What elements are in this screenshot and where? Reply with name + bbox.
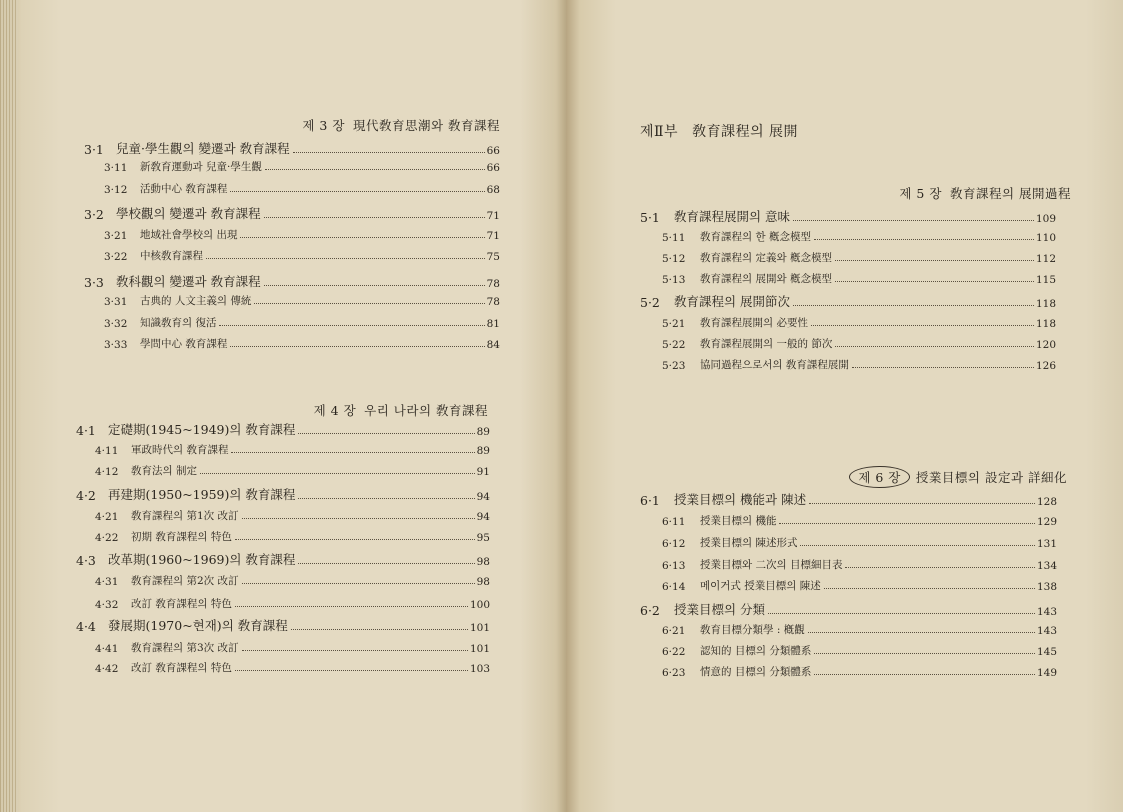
chapter-title: 우리 나라의 敎育課程 <box>364 403 488 418</box>
toc-entry <box>640 207 1056 225</box>
toc-entry-title: 授業目標의 機能과 陳述 <box>674 492 807 507</box>
toc-entry-page: 78 <box>486 278 500 290</box>
toc-entry <box>662 535 1057 550</box>
toc-entry-title: 軍政時代의 敎育課程 <box>131 444 229 456</box>
toc-entry <box>104 336 500 351</box>
dot-leader <box>814 239 1034 240</box>
toc-entry-number: 3·21 <box>104 230 128 242</box>
toc-entry-title: 發展期(1970~현재)의 敎育課程 <box>108 618 288 633</box>
toc-entry <box>640 292 1056 310</box>
toc-entry <box>662 271 1056 286</box>
dot-leader <box>242 583 475 584</box>
toc-entry <box>84 139 500 157</box>
toc-entry-number: 4·12 <box>95 466 119 478</box>
dot-leader <box>200 473 475 474</box>
toc-entry <box>104 159 500 174</box>
dot-leader <box>235 539 475 540</box>
toc-entry-title: 活動中心 敎育課程 <box>140 183 228 195</box>
dot-leader <box>230 346 484 347</box>
toc-entry-page: 109 <box>1035 213 1056 225</box>
toc-entry-title: 敎育課程의 第2次 改訂 <box>131 575 239 587</box>
toc-entry-title: 改訂 敎育課程의 特色 <box>131 598 232 610</box>
toc-entry-title: 敎育目標分類學 : 槪觀 <box>700 624 805 636</box>
dot-leader <box>808 632 1035 633</box>
toc-entry-page: 129 <box>1036 516 1057 528</box>
toc-entry <box>95 640 490 655</box>
dot-leader <box>230 191 484 192</box>
toc-entry-title: 敎科觀의 變遷과 敎育課程 <box>116 274 261 289</box>
chapter-5-heading <box>899 184 1071 202</box>
toc-entry-number: 5·2 <box>640 295 660 310</box>
toc-entry-title: 協同過程으로서의 敎育課程展開 <box>700 359 849 371</box>
dot-leader <box>811 325 1034 326</box>
toc-entry <box>104 181 500 196</box>
toc-entry-page: 145 <box>1036 646 1057 658</box>
toc-entry-page: 66 <box>486 162 500 174</box>
toc-entry <box>640 490 1057 508</box>
toc-entry-page: 100 <box>469 599 490 611</box>
toc-entry <box>84 272 500 290</box>
toc-entry-page: 84 <box>486 339 500 351</box>
toc-entry <box>104 227 500 242</box>
toc-entry-page: 75 <box>486 251 500 263</box>
toc-entry-number: 4·21 <box>95 511 119 523</box>
toc-entry-title: 敎育課程의 第1次 改訂 <box>131 510 239 522</box>
toc-entry-page: 112 <box>1035 253 1056 265</box>
toc-entry-title: 認知的 目標의 分類體系 <box>700 645 812 657</box>
toc-entry-title: 知識敎育의 復活 <box>140 317 217 329</box>
toc-entry-number: 3·3 <box>84 275 104 290</box>
toc-entry-page: 89 <box>476 445 490 457</box>
toc-entry <box>84 204 500 222</box>
toc-entry-page: 110 <box>1035 232 1056 244</box>
chapter-number: 제 5 장 <box>899 186 942 201</box>
dot-leader <box>265 169 485 170</box>
dot-leader <box>768 613 1035 614</box>
dot-leader <box>231 452 474 453</box>
dot-leader <box>852 367 1034 368</box>
dot-leader <box>298 433 474 434</box>
toc-entry-title: 敎育課程의 展開節次 <box>674 294 791 309</box>
toc-entry-title: 授業目標의 機能 <box>700 515 777 527</box>
chapter-6-heading <box>849 466 1067 488</box>
toc-entry-title: 敎育課程의 展開와 槪念模型 <box>700 273 832 285</box>
toc-entry-number: 3·32 <box>104 318 128 330</box>
dot-leader <box>824 588 1035 589</box>
toc-entry <box>104 293 500 308</box>
toc-entry-title: 敎育課程의 定義와 槪念模型 <box>700 252 832 264</box>
toc-entry-number: 6·1 <box>640 493 660 508</box>
toc-entry-page: 66 <box>486 145 500 157</box>
toc-entry-number: 3·11 <box>104 162 128 174</box>
toc-entry <box>95 573 490 588</box>
toc-entry-number: 5·21 <box>662 318 686 330</box>
toc-entry-number: 4·1 <box>76 423 96 438</box>
toc-entry-number: 5·13 <box>662 274 686 286</box>
toc-entry-number: 5·23 <box>662 360 686 372</box>
toc-entry-number: 6·12 <box>662 538 686 550</box>
toc-entry-title: 地域社會學校의 出現 <box>140 229 238 241</box>
toc-entry-title: 敎育法의 制定 <box>131 465 197 477</box>
toc-entry-page: 95 <box>476 532 490 544</box>
chapter-3-heading <box>302 116 500 134</box>
toc-entry-number: 3·12 <box>104 184 128 196</box>
toc-entry-number: 4·2 <box>76 488 96 503</box>
toc-entry-title: 初期 敎育課程의 特色 <box>131 531 232 543</box>
toc-entry-page: 149 <box>1036 667 1057 679</box>
part-title: 敎育課程의 展開 <box>692 124 799 140</box>
toc-entry-page: 94 <box>476 511 490 523</box>
toc-entry-number: 5·12 <box>662 253 686 265</box>
toc-entry-page: 143 <box>1036 625 1057 637</box>
toc-entry <box>104 315 500 330</box>
dot-leader <box>291 629 468 630</box>
toc-entry <box>662 513 1057 528</box>
toc-entry-number: 6·21 <box>662 625 686 637</box>
toc-entry-page: 98 <box>476 556 490 568</box>
dot-leader <box>800 545 1034 546</box>
toc-entry-number: 4·22 <box>95 532 119 544</box>
toc-entry-title: 改訂 敎育課程의 特色 <box>131 662 232 674</box>
toc-entry-title: 新敎育運動과 兒童·學生觀 <box>140 161 262 173</box>
toc-entry-number: 3·1 <box>84 142 104 157</box>
toc-entry-number: 3·33 <box>104 339 128 351</box>
toc-entry-number: 6·14 <box>662 581 686 593</box>
chapter-number: 제 3 장 <box>302 118 345 133</box>
toc-entry-page: 128 <box>1036 496 1057 508</box>
toc-entry-page: 131 <box>1036 538 1057 550</box>
toc-entry-number: 3·2 <box>84 207 104 222</box>
dot-leader <box>793 305 1034 306</box>
toc-entry <box>662 315 1056 330</box>
right-page <box>566 0 1123 812</box>
toc-entry-title: 學校觀의 變遷과 敎育課程 <box>116 206 261 221</box>
toc-entry-page: 68 <box>486 184 500 196</box>
toc-entry <box>95 463 490 478</box>
toc-entry-number: 6·23 <box>662 667 686 679</box>
toc-entry-title: 敎育課程展開의 必要性 <box>700 317 808 329</box>
toc-entry-page: 120 <box>1035 339 1056 351</box>
toc-entry-title: 再建期(1950~1959)의 敎育課程 <box>108 487 296 502</box>
toc-entry <box>95 660 490 675</box>
toc-entry <box>662 250 1056 265</box>
dot-leader <box>814 674 1035 675</box>
dot-leader <box>835 281 1034 282</box>
toc-entry <box>662 336 1056 351</box>
toc-entry-page: 91 <box>476 466 490 478</box>
toc-entry-title: 情意的 目標의 分類體系 <box>700 666 812 678</box>
dot-leader <box>779 523 1034 524</box>
toc-entry-number: 6·13 <box>662 560 686 572</box>
dot-leader <box>814 653 1035 654</box>
toc-entry-page: 89 <box>476 426 490 438</box>
dot-leader <box>293 152 485 153</box>
toc-entry-title: 改革期(1960~1969)의 敎育課程 <box>108 552 296 567</box>
toc-entry-number: 5·22 <box>662 339 686 351</box>
toc-entry-title: 授業目標와 二次의 目標細目表 <box>700 559 843 571</box>
toc-entry-title: 敎育課程의 한 槪念模型 <box>700 231 811 243</box>
toc-entry-number: 4·41 <box>95 643 119 655</box>
dot-leader <box>242 518 475 519</box>
toc-entry-title: 敎育課程展開의 一般的 節次 <box>700 338 833 350</box>
part-heading <box>640 121 798 141</box>
toc-entry-page: 94 <box>476 491 490 503</box>
toc-entry <box>662 664 1057 679</box>
toc-entry-page: 71 <box>486 230 500 242</box>
toc-entry-page: 103 <box>469 663 490 675</box>
toc-entry-number: 5·1 <box>640 210 660 225</box>
toc-entry <box>95 442 490 457</box>
toc-entry <box>95 596 490 611</box>
toc-entry <box>662 643 1057 658</box>
dot-leader <box>242 650 468 651</box>
toc-entry-number: 4·3 <box>76 553 96 568</box>
dot-leader <box>298 498 474 499</box>
toc-entry-title: 定礎期(1945~1949)의 敎育課程 <box>108 422 296 437</box>
toc-entry <box>76 485 490 503</box>
dot-leader <box>254 303 484 304</box>
toc-entry <box>95 508 490 523</box>
dot-leader <box>235 670 468 671</box>
toc-entry-title: 메이거式 授業目標의 陳述 <box>700 580 821 592</box>
toc-entry-number: 4·11 <box>95 445 119 457</box>
toc-entry-number: 3·31 <box>104 296 128 308</box>
toc-entry-title: 中核敎育課程 <box>140 250 203 262</box>
dot-leader <box>835 260 1034 261</box>
dot-leader <box>835 346 1034 347</box>
chapter-number: 제 6 장 <box>849 466 910 488</box>
toc-entry-number: 4·42 <box>95 663 119 675</box>
toc-entry <box>662 229 1056 244</box>
page-edge <box>0 0 18 812</box>
toc-entry-page: 126 <box>1035 360 1056 372</box>
chapter-title: 敎育課程의 展開過程 <box>949 186 1071 201</box>
toc-entry <box>76 550 490 568</box>
toc-entry-page: 118 <box>1035 298 1056 310</box>
chapter-title: 現代敎育思潮와 敎育課程 <box>352 118 500 133</box>
toc-entry-page: 115 <box>1035 274 1056 286</box>
chapter-number: 제 4 장 <box>313 403 357 418</box>
toc-entry <box>95 529 490 544</box>
toc-entry <box>662 578 1057 593</box>
chapter-title: 授業目標의 設定과 詳細化 <box>915 470 1067 485</box>
toc-entry-title: 授業目標의 陳述形式 <box>700 537 798 549</box>
toc-entry-title: 敎育課程의 第3次 改訂 <box>131 642 239 654</box>
toc-entry-title: 授業目標의 分類 <box>674 602 766 617</box>
toc-entry-page: 81 <box>486 318 500 330</box>
toc-entry-page: 134 <box>1036 560 1057 572</box>
dot-leader <box>264 217 485 218</box>
toc-entry-page: 71 <box>486 210 500 222</box>
toc-entry <box>76 616 490 634</box>
dot-leader <box>809 503 1035 504</box>
dot-leader <box>264 285 485 286</box>
part-number: 제Ⅱ부 <box>640 124 679 140</box>
toc-entry-page: 118 <box>1035 318 1056 330</box>
toc-entry <box>640 600 1057 618</box>
toc-entry-title: 敎育課程展開의 意味 <box>674 209 791 224</box>
toc-entry-number: 3·22 <box>104 251 128 263</box>
toc-entry-page: 98 <box>476 576 490 588</box>
toc-entry-page: 101 <box>469 622 490 634</box>
toc-entry <box>662 357 1056 372</box>
toc-entry-page: 101 <box>469 643 490 655</box>
toc-entry-number: 4·32 <box>95 599 119 611</box>
toc-entry-number: 6·22 <box>662 646 686 658</box>
toc-entry-page: 138 <box>1036 581 1057 593</box>
toc-entry-number: 5·11 <box>662 232 686 244</box>
chapter-4-heading <box>314 401 488 419</box>
toc-entry-title: 兒童·學生觀의 變遷과 敎育課程 <box>116 141 290 156</box>
dot-leader <box>235 606 468 607</box>
toc-entry-number: 4·31 <box>95 576 119 588</box>
dot-leader <box>845 567 1034 568</box>
toc-entry <box>662 622 1057 637</box>
toc-entry <box>76 420 490 438</box>
toc-entry <box>662 557 1057 572</box>
toc-entry-title: 學問中心 敎育課程 <box>140 338 228 350</box>
toc-entry <box>104 248 500 263</box>
toc-entry-page: 143 <box>1036 606 1057 618</box>
dot-leader <box>206 258 485 259</box>
toc-entry-number: 6·2 <box>640 603 660 618</box>
toc-entry-number: 4·4 <box>76 619 96 634</box>
dot-leader <box>240 237 484 238</box>
dot-leader <box>298 563 474 564</box>
toc-entry-page: 78 <box>486 296 500 308</box>
dot-leader <box>219 325 484 326</box>
toc-entry-number: 6·11 <box>662 516 686 528</box>
dot-leader <box>793 220 1034 221</box>
toc-entry-title: 古典的 人文主義의 傳統 <box>140 295 252 307</box>
